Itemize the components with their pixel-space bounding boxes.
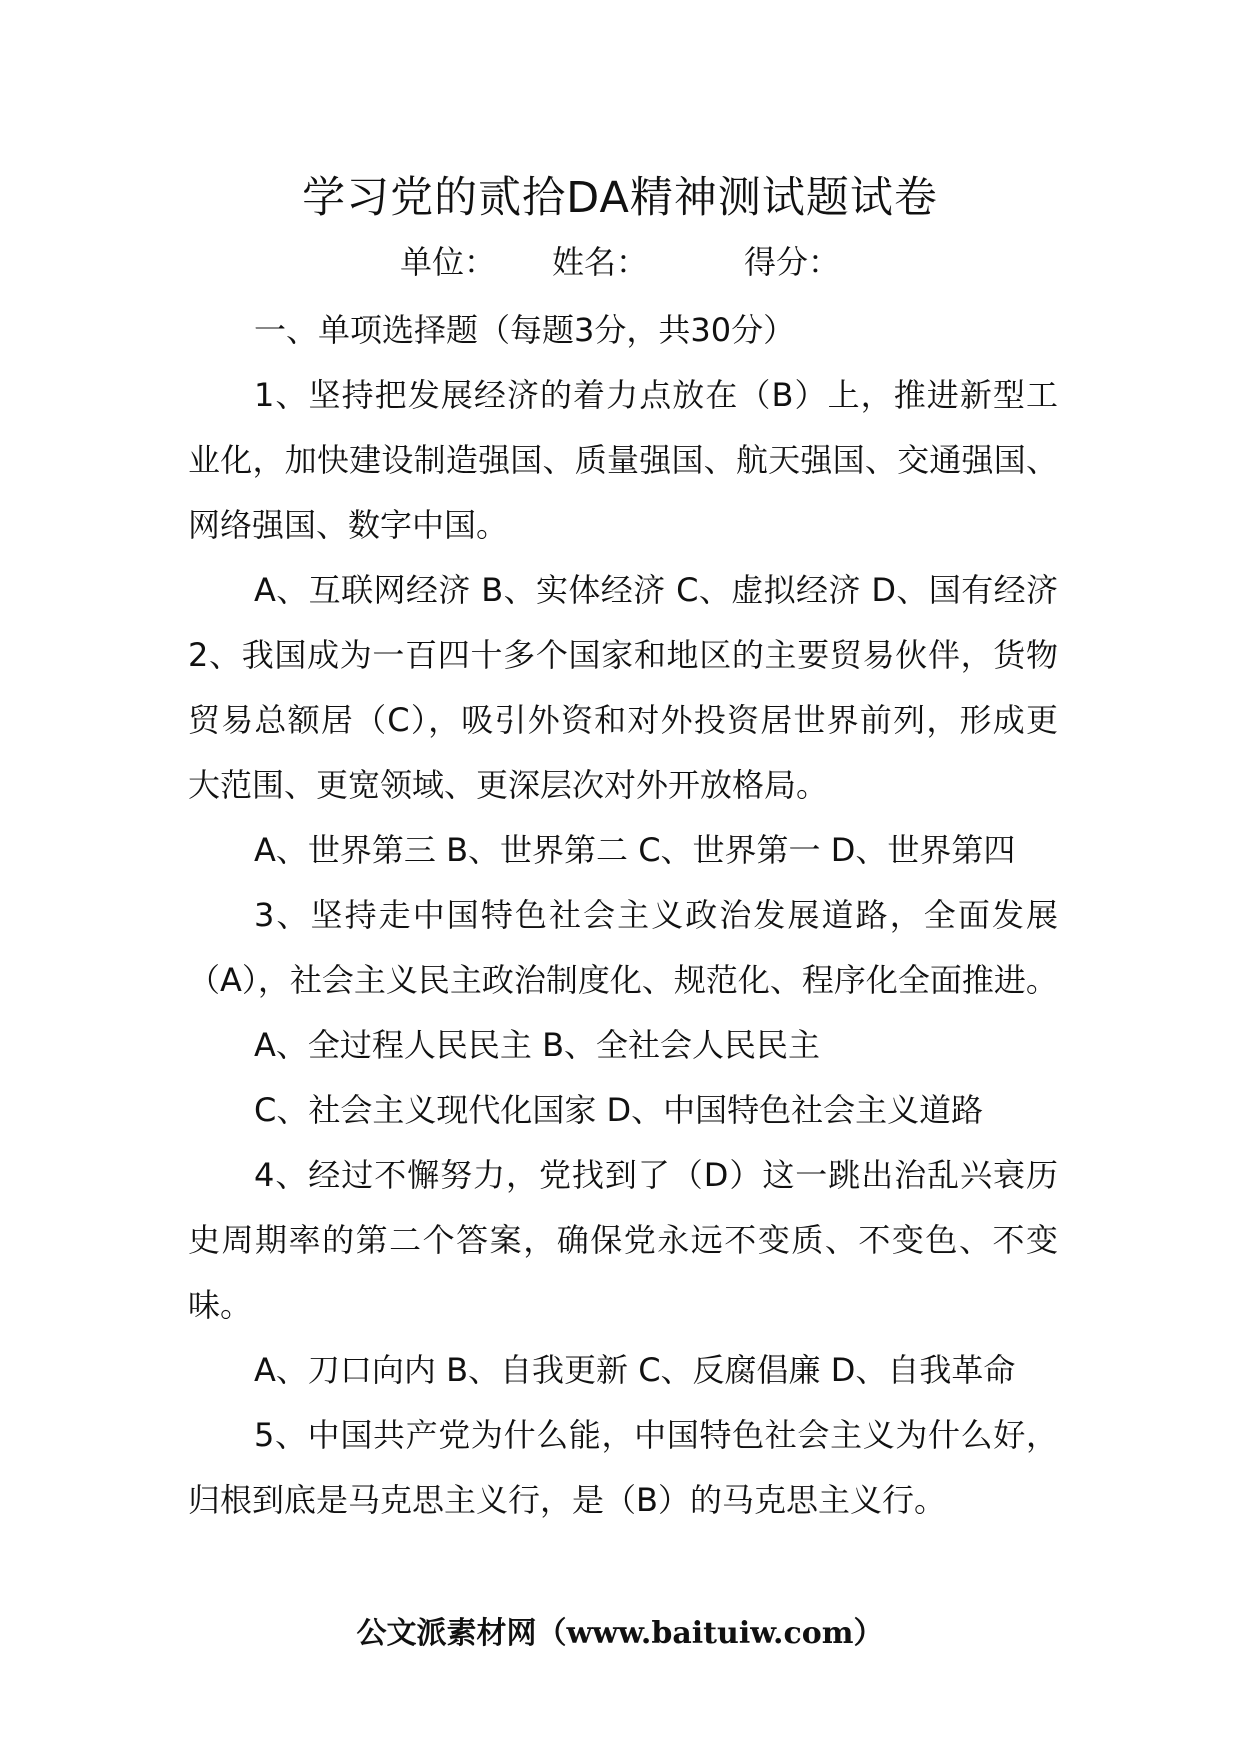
options-3-line-1: A、全过程人民民主 B、全社会人民民主	[254, 1026, 821, 1064]
page-footer: 公文派素材网（www.baituiw.com）	[356, 1616, 884, 1651]
score-label: 得分：	[744, 243, 841, 281]
exam-info-line	[0, 238, 1240, 286]
options-3-line-2: C、社会主义现代化国家 D、中国特色社会主义道路	[254, 1091, 984, 1129]
question-4: 4、经过不懈努力，党找到了（D）这一跳出治乱兴衰历史周期率的第二个答案，确保党永远不变质、不变色、不变味。	[188, 1156, 1058, 1324]
question-1: 1、坚持把发展经济的着力点放在（B）上，推进新型工业化，加快建设制造强国、质量强国、航天强国、交通强国、网络强国、数字中国。	[188, 376, 1058, 544]
question-3: 3、坚持走中国特色社会主义政治发展道路，全面发展（A），社会主义民主政治制度化、规范化、程序化全面推进。	[188, 896, 1058, 999]
document-body	[188, 298, 1058, 1533]
document-title: 学习党的贰拾DA精神测试题试卷	[302, 173, 938, 223]
section-heading: 一、单项选择题（每题3分，共30分）	[254, 311, 796, 349]
unit-label: 单位：	[399, 243, 496, 281]
options-2: A、世界第三 B、世界第二 C、世界第一 D、世界第四	[254, 831, 1016, 869]
question-5: 5、中国共产党为什么能，中国特色社会主义为什么好，归根到底是马克思主义行，是（B）的马克思主义行。	[188, 1416, 1058, 1519]
options-4: A、刀口向内 B、自我更新 C、反腐倡廉 D、自我革命	[254, 1351, 1016, 1389]
name-label: 姓名：	[551, 243, 648, 281]
options-1-question-2: A、互联网经济 B、实体经济 C、虚拟经济 D、国有经济 2、我国成为一百四十多个国家和地区的主要贸易伙伴，货物贸易总额居（C），吸引外资和对外投资居世界前列，形成更大范围、更宽领域、更深层次对外开放格局。	[188, 571, 1058, 804]
